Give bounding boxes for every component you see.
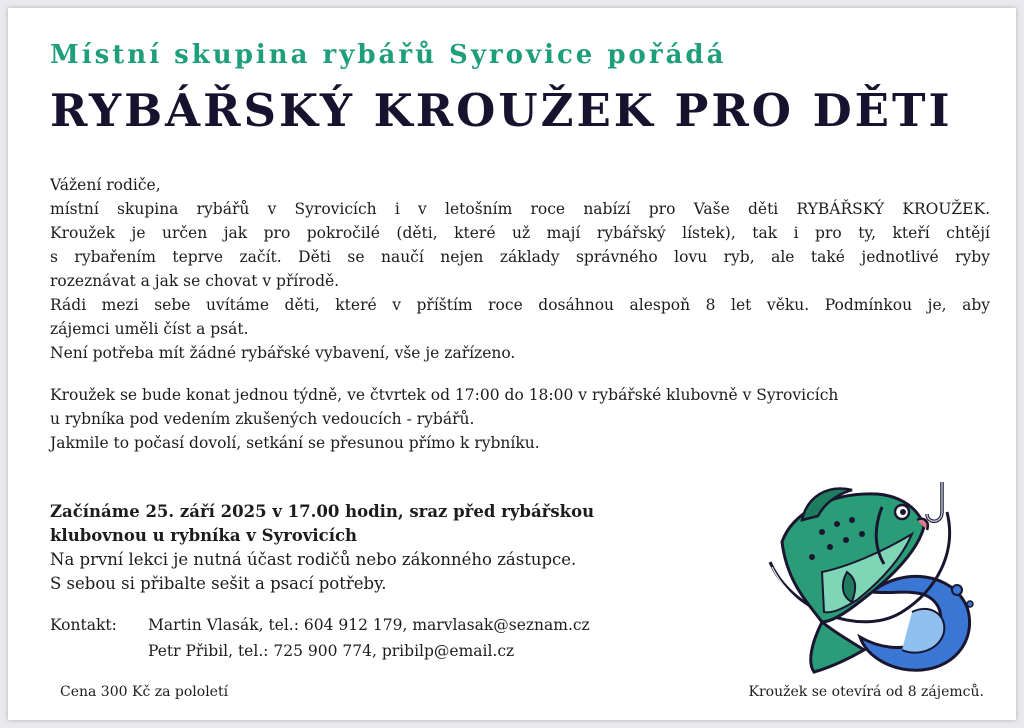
- intro-line: Není potřeba mít žádné rybářské vybavení, vše je zařízeno.: [50, 344, 516, 362]
- intro-line: s rybařením teprve začít. Děti se naučí nejen základy správného lovu ryb, ale také jednotlivé ryby: [50, 248, 990, 266]
- supplies-note: S sebou si přibalte sešit a psací potřeby.: [50, 574, 387, 593]
- schedule-paragraph: [50, 383, 970, 455]
- parents-note: Na první lekci je nutná účast rodičů nebo zákonného zástupce.: [50, 550, 577, 569]
- flyer-subtitle: Místní skupina rybářů Syrovice pořádá: [50, 40, 727, 70]
- intro-line: Vážení rodiče,: [50, 176, 161, 194]
- contact-label: Kontakt:: [50, 616, 117, 634]
- contact-block: [50, 612, 590, 664]
- intro-line: zájemci uměli číst a psát.: [50, 320, 249, 338]
- contact-person-2: Petr Přibil, tel.: 725 900 774, pribilp@email.cz: [148, 642, 515, 660]
- intro-line: Rádi mezi sebe uvítáme děti, které v příštím roce dosáhnou alespoň 8 let věku. Podmínkou je, aby: [50, 296, 990, 314]
- flyer-title: RYBÁŘSKÝ KROUŽEK PRO DĚTI: [50, 84, 953, 137]
- schedule-line: Jakmile to počasí dovolí, setkání se přesunou přímo k rybníku.: [50, 434, 540, 452]
- intro-line: místní skupina rybářů v Syrovicích i v letošním roce nabízí pro Vaše děti RYBÁŘSKÝ KROUŽEK.: [50, 200, 990, 218]
- intro-line: Kroužek je určen jak pro pokročilé (děti, které už mají rybářský lístek), tak i pro ty, kteří chtějí: [50, 224, 990, 242]
- start-place-line: klubovnou u rybníka v Syrovicích: [50, 526, 358, 545]
- schedule-line: u rybníka pod vedením zkušených vedoucích - rybářů.: [50, 410, 475, 428]
- minimum-note: Kroužek se otevírá od 8 zájemců.: [748, 684, 984, 700]
- contact-person-1: Martin Vlasák, tel.: 604 912 179, marvlasak@seznam.cz: [148, 616, 590, 634]
- start-date-line: Začínáme 25. září 2025 v 17.00 hodin, sraz před rybářskou: [50, 502, 595, 521]
- start-info: [50, 500, 690, 596]
- fish-icon: [752, 472, 988, 678]
- intro-line: rozeznávat a jak se chovat v přírodě.: [50, 272, 340, 290]
- schedule-line: Kroužek se bude konat jednou týdně, ve čtvrtek od 17:00 do 18:00 v rybářské klubovně v Syrovicích: [50, 386, 839, 404]
- flyer-sheet: [8, 8, 1016, 720]
- intro-paragraph: [50, 173, 990, 365]
- price-note: Cena 300 Kč za pololetí: [60, 684, 229, 700]
